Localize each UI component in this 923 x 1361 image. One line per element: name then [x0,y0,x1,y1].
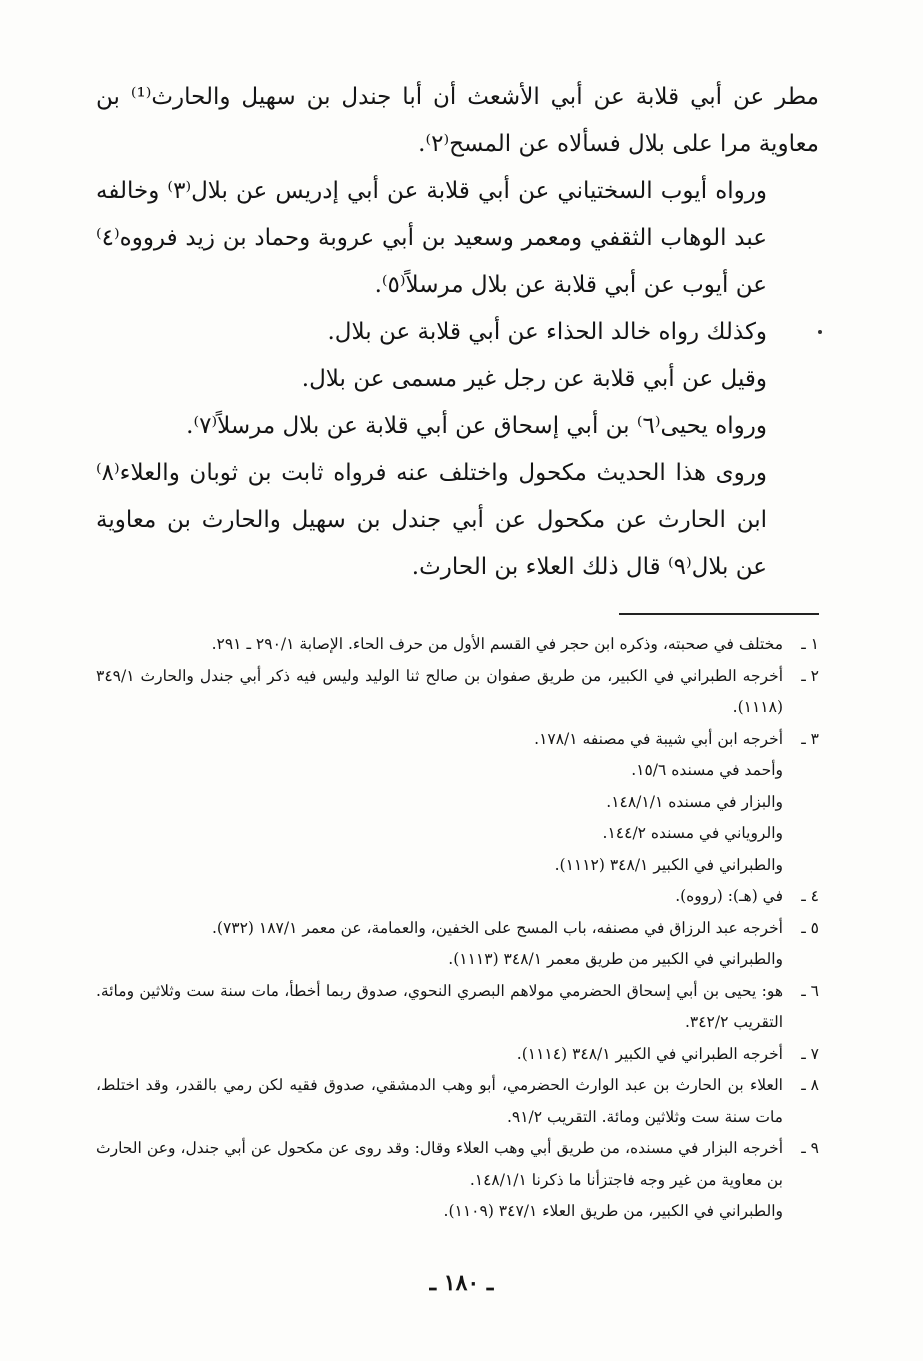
footnote-line: أخرجه ابن أبي شيبة في مصنفه ١٧٨/١. [534,729,783,748]
page-number: ـ ١٨٠ ـ [429,1270,494,1296]
footnote-marker: ٢ ـ [801,666,819,685]
footnote-body [96,629,783,661]
footnote-line: وأحمد في مسنده ١٥/٦. [631,761,783,779]
footnote-body [96,1070,783,1133]
footnote [96,881,819,913]
paragraph: ورواه أيوب السختياني عن أبي قلابة عن أبي إدريس عن بلال⁽٣⁾ وخالفه عبد الوهاب الثقفي ومعمر وسعيد بن أبي عروبة وحماد بن زيد فرووه⁽٤⁾ عن أيوب عن أبي قلابة عن بلال مرسلاً⁽٥⁾. [96,178,767,298]
footnote-divider [619,613,819,615]
footnotes [96,629,819,1228]
paragraph: مطر عن أبي قلابة عن أبي الأشعث أن أبا جندل بن سهيل والحارث⁽¹⁾ بن معاوية مرا على بلال فسألاه عن المسح⁽٢⁾. [96,84,820,157]
footnote-marker: ٣ ـ [801,729,819,748]
footnote [96,1070,819,1133]
footnote-body [96,724,783,882]
margin-dot [818,330,822,334]
footnote-marker: ٥ ـ [801,918,819,937]
footnote-line: أخرجه عبد الرزاق في مصنفه، باب المسح على الخفين، والعمامة، عن معمر ١٨٧/١ (٧٣٢). [211,918,783,937]
paragraph: وروى هذا الحديث مكحول واختلف عنه فرواه ثابت بن ثوبان والعلاء⁽٨⁾ ابن الحارث عن مكحول عن أبي جندل بن سهيل والحارث بن معاوية عن بلال⁽٩⁾ قال ذلك العلاء بن الحارث. [96,460,767,580]
footnote-body [96,976,783,1039]
footnote-line: والطبراني في الكبير من طريق معمر ٣٤٨/١ (١١١٣). [448,950,783,968]
footnote-line: هو: يحيى بن أبي إسحاق الحضرمي مولاهم البصري النحوي، صدوق ربما أخطأ، مات سنة ست وثلاثين ومائة. التقريب ٣٤٢/٢. [96,981,783,1031]
main-text [96,74,819,591]
footnote-line: والطبراني في الكبير، من طريق العلاء ٣٤٧/١ (١١٠٩). [443,1202,783,1220]
footnote [96,1039,819,1071]
paragraph: ورواه يحيى⁽٦⁾ بن أبي إسحاق عن أبي قلابة عن بلال مرسلاً⁽٧⁾. [186,413,767,439]
footnote [96,629,819,661]
footnote-body [96,913,783,976]
footnote-marker: ٩ ـ [801,1139,819,1157]
footnote-marker: ٨ ـ [801,1076,819,1094]
paragraph: وقيل عن أبي قلابة عن رجل غير مسمى عن بلال. [301,366,767,392]
footnote-line: في (هـ): (رووه). [675,887,783,905]
footnote-body [96,1133,783,1228]
footnote-line: أخرجه الطبراني في الكبير ٣٤٨/١ (١١١٤). [516,1044,783,1063]
footnote-body [96,1039,783,1071]
footnote [96,913,819,976]
footnote-line: مختلف في صحبته، وذكره ابن حجر في القسم الأول من حرف الحاء. الإصابة ٢٩٠/١ ـ ٢٩١. [211,635,783,653]
footnote-body [96,881,783,913]
footnote-marker: ٧ ـ [801,1044,819,1063]
footnote-marker: ١ ـ [801,635,819,653]
paragraph: وكذلك رواه خالد الحذاء عن أبي قلابة عن بلال. [327,319,767,345]
footnote-line: والروياني في مسنده ١٤٤/٢. [602,824,783,842]
footnote-marker: ٤ ـ [801,887,819,905]
footnote-line: والطبراني في الكبير ٣٤٨/١ (١١١٢). [554,855,783,874]
footnote-line: والبزار في مسنده ١٤٨/١/١. [606,792,783,811]
footnote [96,661,819,724]
footnote-body [96,661,783,724]
footnote-marker: ٦ ـ [801,981,819,1000]
footnote [96,976,819,1039]
footnote-line: أخرجه البزار في مسنده، من طريق أبي وهب العلاء وقال: وقد روى عن مكحول عن أبي جندل، وعن الحارث بن معاوية من غير وجه فاجتزأنا ما ذكرنا ١٤٨/١/١. [96,1139,783,1189]
footnote-line: العلاء بن الحارث بن عبد الوارث الحضرمي، أبو وهب الدمشقي، صدوق فقيه لكن رمي بالقدر، وقد اختلط، مات سنة ست وثلاثين ومائة. التقريب ٩١/٢. [96,1076,783,1126]
footnote-line: أخرجه الطبراني في الكبير، من طريق صفوان بن صالح ثنا الوليد وليس فيه ذكر أبي جندل والحارث ٣٤٩/١ (١١١٨). [96,666,783,716]
footnote [96,1133,819,1228]
footnote [96,724,819,882]
